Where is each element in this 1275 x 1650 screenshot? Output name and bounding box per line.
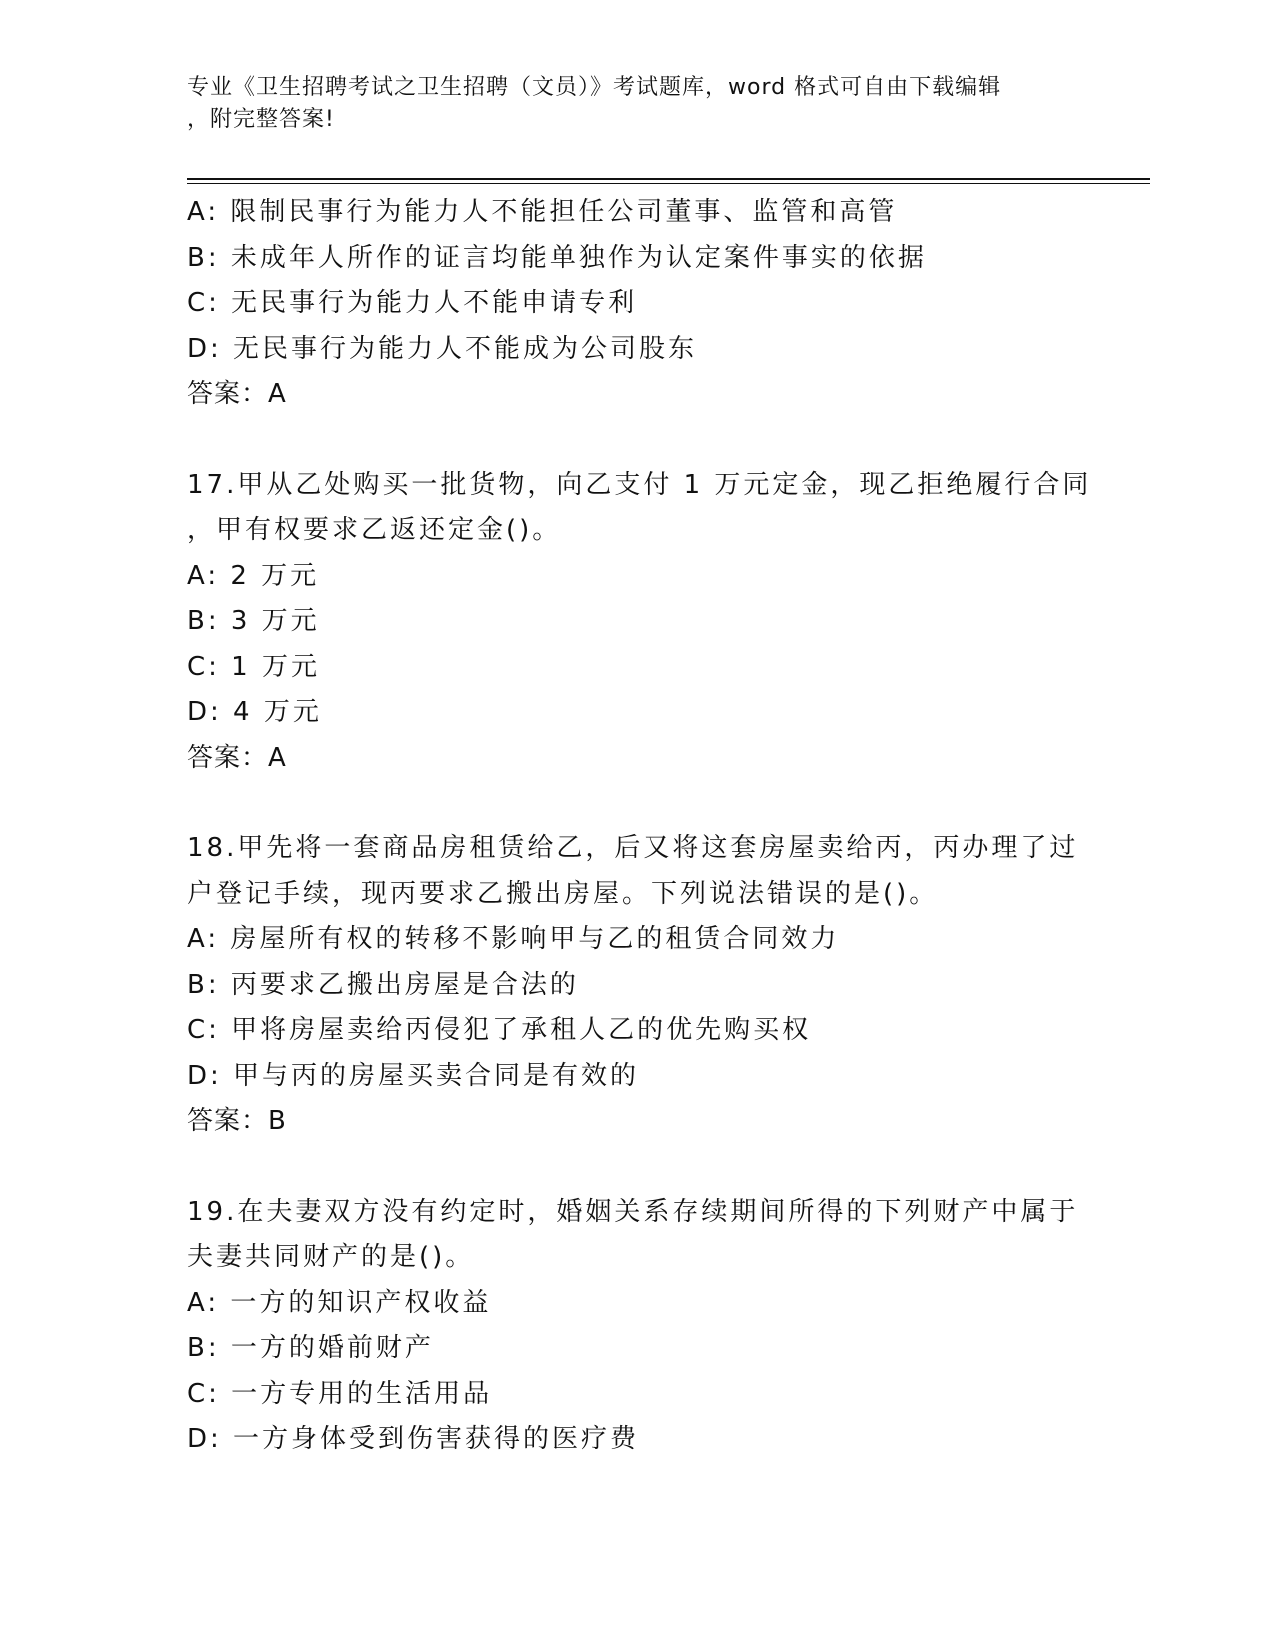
option-a: A: 一方的知识产权收益 (187, 1287, 492, 1318)
answer: 答案：A (187, 742, 287, 773)
question-stem-line-1: 18.甲先将一套商品房租赁给乙，后又将这套房屋卖给丙，丙办理了过 (187, 833, 1079, 863)
option-a: A: 限制民事行为能力人不能担任公司董事、监管和高管 (187, 197, 898, 227)
spacer (187, 1145, 1147, 1190)
document-body (187, 190, 1147, 1463)
option-b: B: 丙要求乙搬出房屋是合法的 (187, 969, 579, 1000)
spacer (187, 418, 1147, 463)
question-17 (187, 463, 1147, 782)
option-b: B: 未成年人所作的证言均能单独作为认定案件事实的依据 (187, 242, 927, 273)
header-divider-thick (187, 178, 1150, 180)
option-c: C: 一方专用的生活用品 (187, 1378, 493, 1409)
option-d: D: 甲与丙的房屋买卖合同是有效的 (187, 1060, 640, 1091)
option-d: D: 一方身体受到伤害获得的医疗费 (187, 1424, 640, 1454)
question-19 (187, 1190, 1147, 1463)
option-d: D: 4 万元 (187, 697, 322, 727)
option-b: B: 一方的婚前财产 (187, 1333, 434, 1363)
question-stem-line-1: 19.在夫妻双方没有约定时，婚姻关系存续期间所得的下列财产中属于 (187, 1196, 1079, 1227)
question-stem-line-2: 户登记手续，现丙要求乙搬出房屋。下列说法错误的是()。 (187, 878, 939, 909)
question-18 (187, 826, 1147, 1145)
header-line-2: ，附完整答案! (187, 107, 335, 132)
question-stem-line-2: 夫妻共同财产的是()。 (187, 1242, 475, 1272)
header-line-1: 专业《卫生招聘考试之卫生招聘（文员）》考试题库，word 格式可自由下载编辑 (187, 75, 1002, 100)
option-d: D: 无民事行为能力人不能成为公司股东 (187, 333, 698, 364)
question-stem-line-1: 17.甲从乙处购买一批货物，向乙支付 1 万元定金，现乙拒绝履行合同 (187, 469, 1092, 500)
question-stem-line-2: ，甲有权要求乙返还定金()。 (187, 515, 562, 545)
answer: 答案：B (187, 1106, 287, 1136)
option-c: C: 甲将房屋卖给丙侵犯了承租人乙的优先购买权 (187, 1015, 812, 1045)
document-header (187, 72, 1087, 136)
option-c: C: 无民事行为能力人不能申请专利 (187, 288, 638, 318)
answer: 答案：A (187, 379, 287, 409)
header-divider-thin (187, 183, 1150, 184)
option-a: A: 2 万元 (187, 560, 320, 591)
question-16 (187, 190, 1147, 418)
spacer (187, 781, 1147, 826)
option-c: C: 1 万元 (187, 651, 320, 682)
option-b: B: 3 万元 (187, 606, 320, 636)
option-a: A: 房屋所有权的转移不影响甲与乙的租赁合同效力 (187, 924, 840, 954)
